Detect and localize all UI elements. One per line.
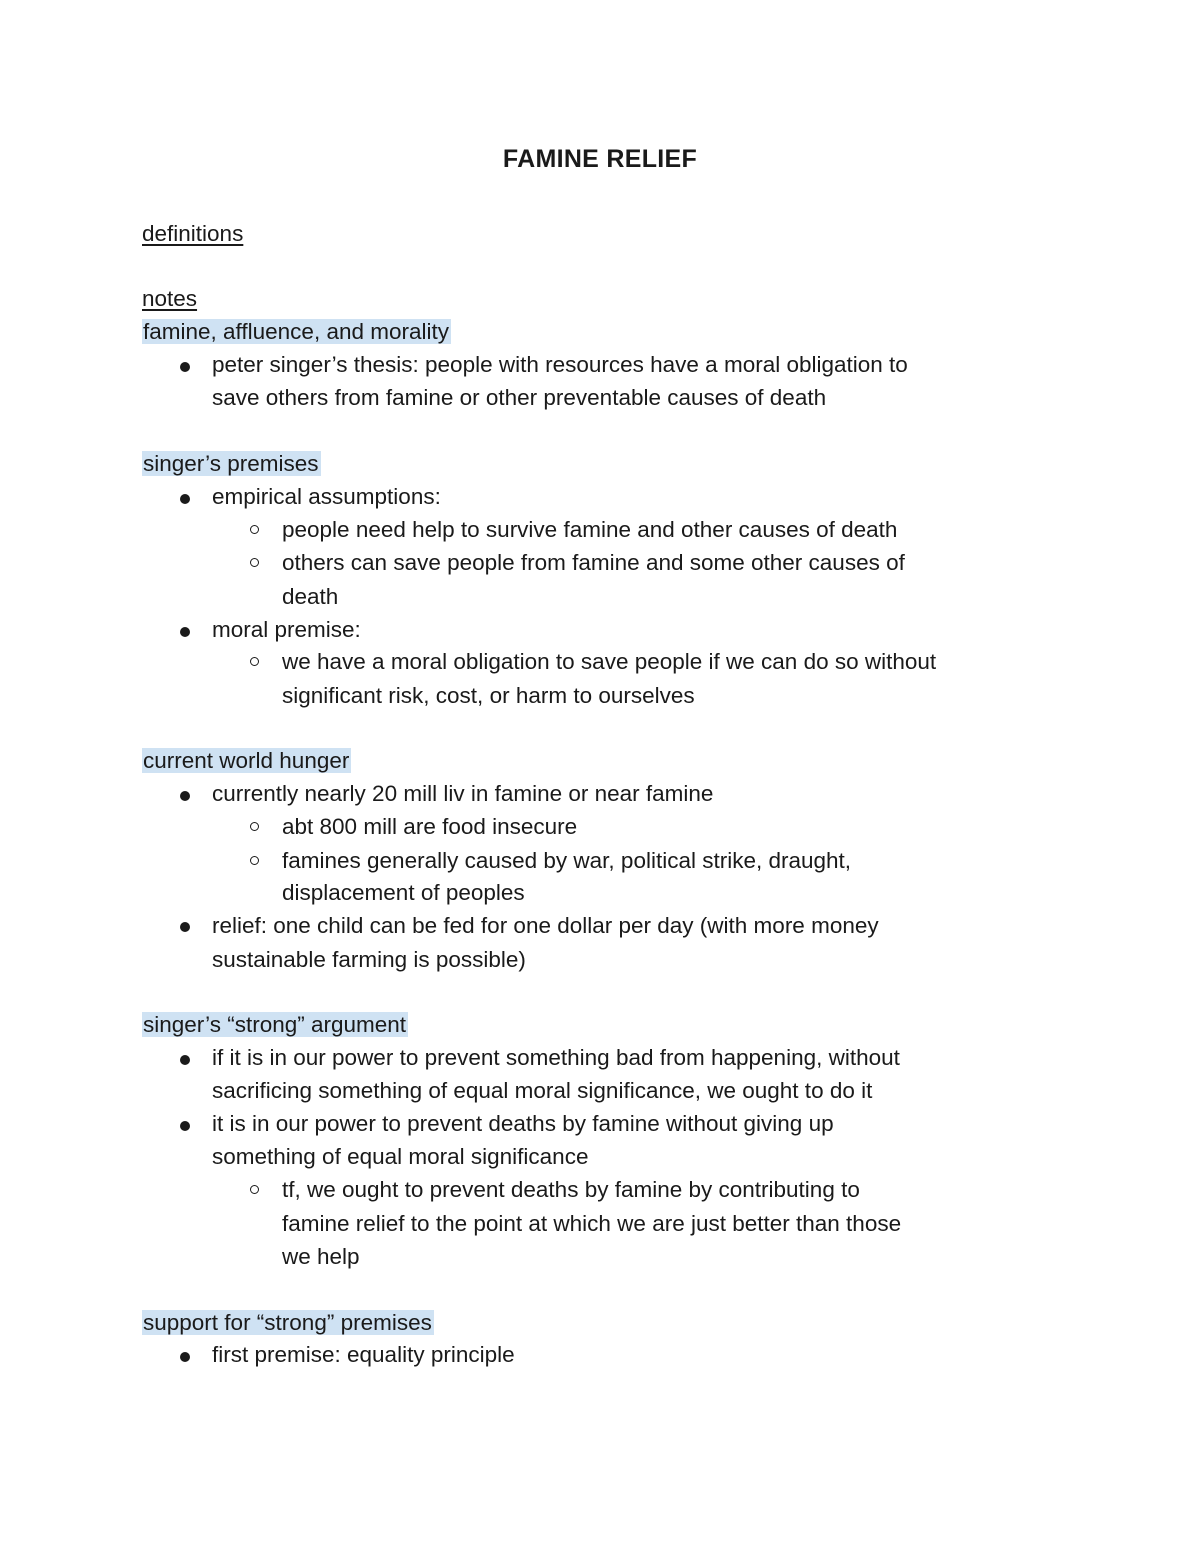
empirical-item-2: others can save people from famine and some other causes of — [282, 550, 905, 575]
moral-premise: moral premise: — [212, 617, 361, 642]
strong-p1: if it is in our power to prevent something bad from happening, without — [212, 1045, 900, 1070]
hunger-sub-2-cont: displacement of peoples — [282, 880, 525, 905]
bullet-icon — [180, 494, 190, 504]
definitions-heading: definitions — [142, 221, 244, 246]
section-heading-strong-argument — [142, 1008, 408, 1041]
thesis-line-2: save others from famine or other preventable causes of death — [212, 385, 827, 410]
highlighted-heading-text: famine, affluence, and morality — [143, 319, 450, 344]
bullet-icon — [180, 627, 190, 637]
hunger-sub-2: famines generally caused by war, political strike, draught, — [282, 848, 852, 873]
strong-conclusion: tf, we ought to prevent deaths by famine by contributing to — [282, 1177, 860, 1202]
empirical-assumptions: empirical assumptions: — [212, 484, 441, 509]
bullet-icon — [180, 922, 190, 932]
document-title: FAMINE RELIEF — [502, 145, 698, 173]
hunger-currently: currently nearly 20 mill liv in famine or near famine — [212, 781, 714, 806]
empirical-item-1: people need help to survive famine and other causes of death — [282, 517, 898, 542]
empirical-item-2-cont: death — [282, 584, 339, 609]
bullet-icon — [180, 1121, 190, 1131]
bullet-icon — [180, 791, 190, 801]
notes-heading: notes — [142, 286, 198, 311]
bullet-icon — [180, 1055, 190, 1065]
hollow-bullet-icon — [250, 822, 259, 831]
hollow-bullet-icon — [250, 558, 259, 567]
strong-p1-cont: sacrificing something of equal moral significance, we ought to do it — [212, 1078, 873, 1103]
hollow-bullet-icon — [250, 856, 259, 865]
strong-conclusion-cont-2: we help — [282, 1244, 360, 1269]
bullet-icon — [180, 362, 190, 372]
hollow-bullet-icon — [250, 657, 259, 666]
hunger-relief: relief: one child can be fed for one dollar per day (with more money — [212, 913, 879, 938]
moral-item-1: we have a moral obligation to save people if we can do so without — [282, 649, 937, 674]
highlighted-heading-text: singer’s “strong” argument — [143, 1012, 407, 1037]
support-first-premise: first premise: equality principle — [212, 1342, 515, 1367]
highlighted-heading-text: current world hunger — [143, 748, 350, 773]
bullet-icon — [180, 1352, 190, 1362]
hollow-bullet-icon — [250, 1185, 259, 1194]
thesis-line-1: peter singer’s thesis: people with resources have a moral obligation to — [212, 352, 908, 377]
hunger-sub-1: abt 800 mill are food insecure — [282, 814, 578, 839]
strong-p2-cont: something of equal moral significance — [212, 1144, 589, 1169]
section-heading-hunger — [142, 744, 351, 777]
section-heading-famine-affluence — [142, 315, 451, 348]
strong-conclusion-cont-1: famine relief to the point at which we are just better than those — [282, 1211, 902, 1236]
section-heading-support — [142, 1306, 434, 1339]
section-heading-premises — [142, 447, 321, 480]
strong-p2: it is in our power to prevent deaths by famine without giving up — [212, 1111, 834, 1136]
hunger-relief-cont: sustainable farming is possible) — [212, 947, 526, 972]
hollow-bullet-icon — [250, 525, 259, 534]
highlighted-heading-text: support for “strong” premises — [143, 1310, 432, 1335]
moral-item-1-cont: significant risk, cost, or harm to ourselves — [282, 683, 695, 708]
highlighted-heading-text: singer’s premises — [143, 451, 319, 476]
